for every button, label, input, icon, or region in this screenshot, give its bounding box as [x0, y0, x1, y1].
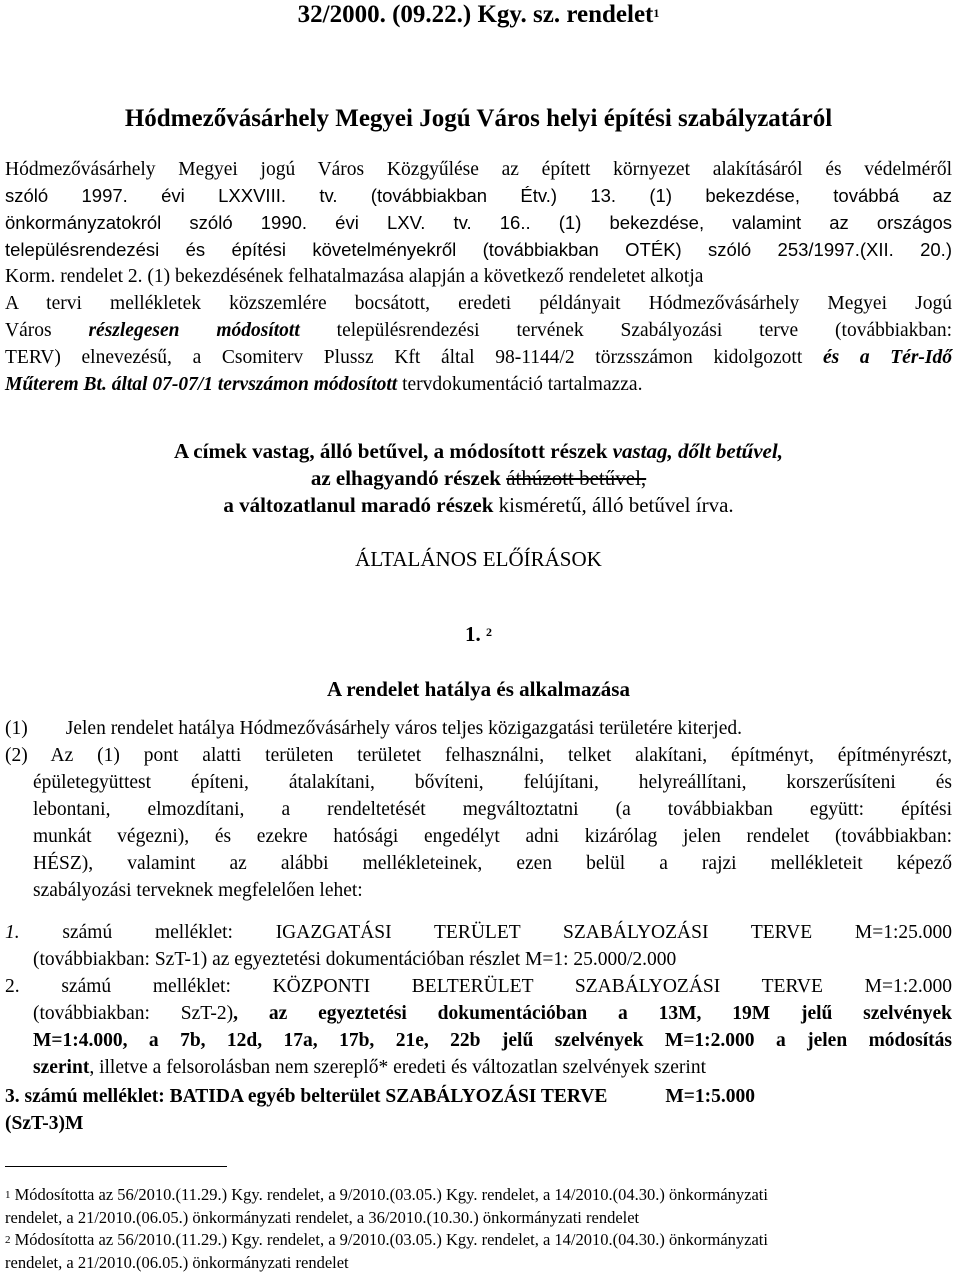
footnote-2: [5, 1229, 952, 1251]
body-line: [5, 716, 952, 742]
body-line: munkát végezni), és ezekre hatósági engedélyt adni kizárólag jelen rendelet (továbbiakban:: [33, 826, 952, 847]
footnote-text: Módosította az 56/2010.(11.29.) Kgy. rendelet, a 9/2010.(03.05.) Kgy. rendelet, a 14/2010.(04.30.) önkormányzati: [10, 1185, 768, 1204]
annex-number: 1.: [5, 922, 20, 943]
footnote-1-cont: rendelet, a 21/2010.(06.05.) önkormányzati rendelet, a 36/2010.(10.30.) önkormányzati rendelet: [5, 1208, 640, 1227]
legend-text: kisméretű, álló betűvel írva.: [493, 493, 734, 517]
clause-text: Jelen rendelet hatálya Hódmezővásárhely város teljes közigazgatási területére kiterjed.: [65, 718, 742, 739]
annex-line: [33, 1001, 952, 1027]
footnote-marker: 2: [5, 1234, 11, 1246]
preamble-line: [5, 345, 952, 371]
legend-line: [5, 465, 952, 491]
paragraph-heading: A rendelet hatálya és alkalmazása: [327, 677, 630, 701]
modified-text: és a Tér-Idő: [822, 347, 952, 368]
modified-text: által 07-07/1 tervszámon módosított: [106, 374, 398, 395]
decree-number: [5, 2, 952, 28]
footnote-ref-1[interactable]: 1: [653, 6, 660, 20]
legend-line: [5, 438, 952, 464]
footnote-rule: [5, 1166, 227, 1167]
annex-line: M=1:4.000, a 7b, 12d, 17a, 17b, 21e, 22b jelű szelvények M=1:2.000 a jelen módosítás: [33, 1030, 952, 1051]
body-line: lebontani, elmozdítani, a rendeltetését megváltoztatni (a továbbiakban együtt: építési: [33, 799, 952, 820]
legend-text: az elhagyandó részek: [310, 466, 507, 490]
annex-text: , illetve a felsorolásban nem szereplő* eredeti és változatlan szelvények szerint: [89, 1057, 707, 1078]
section-title: ÁLTALÁNOS ELŐÍRÁSOK: [355, 547, 602, 571]
legend-text: vastag, dőlt betűvel,: [612, 439, 783, 463]
body-line: HÉSZ), valamint az alábbi mellékleteinek, ezen belül a rajzi mellékleteit képező: [33, 853, 952, 874]
preamble-line: településrendezési és építési követelményekről (továbbiakban OTÉK) szóló 253/1997.(XII. 20.): [5, 239, 952, 260]
legend-line: [5, 492, 952, 518]
annex-text: (továbbiakban: SzT-2): [33, 1003, 234, 1024]
annex-scale: M=1:5.000: [665, 1086, 756, 1107]
paragraph-number: [5, 621, 952, 647]
preamble-line: A tervi mellékletek közszemlére bocsátott, eredeti példányait Hódmezővásárhely Megyei Jogú: [5, 293, 952, 314]
modified-text: , az egyeztetési dokumentációban a 13M, 19M jelű szelvények: [233, 1003, 953, 1024]
legend-text: A címek vastag, álló betűvel, a módosított részek: [174, 439, 613, 463]
preamble-text: TERV) elnevezésű, a Csomiterv Plussz Kft által 98-1144/2 törzsszámon kidolgozott: [5, 347, 823, 368]
annex-text: számú melléklet: IGAZGATÁSI TERÜLET SZABÁLYOZÁSI TERVE M=1:25.000: [19, 922, 952, 943]
modified-text: részlegesen módosított: [88, 320, 300, 341]
legend-text: a változatlanul maradó részek: [223, 493, 494, 517]
preamble-line: [5, 372, 952, 398]
footnote-2-cont: rendelet, a 21/2010.(06.05.) önkormányzati rendelet: [5, 1253, 349, 1272]
modified-text: szerint: [33, 1057, 90, 1078]
annex-line: 2. számú melléklet: KÖZPONTI BELTERÜLET SZABÁLYOZÁSI TERVE M=1:2.000: [5, 976, 952, 997]
preamble-text: településrendezési tervének Szabályozási terve (továbbiakban:: [299, 320, 953, 341]
clause-number: (1): [5, 718, 28, 739]
document-title: Hódmezővásárhely Megyei Jogú Város helyi építési szabályzatáról: [124, 105, 833, 132]
preamble-line: [5, 318, 952, 344]
annex-line: (SzT-3)M: [5, 1113, 84, 1134]
legend-text: áthúzott betűvel,: [506, 466, 647, 490]
annex-line: (továbbiakban: SzT-1) az egyeztetési dokumentációban részlet M=1: 25.000/2.000: [33, 949, 677, 970]
modified-text: Műterem Bt.: [5, 374, 107, 395]
preamble-line: Korm. rendelet 2. (1) bekezdésének felhatalmazása alapján a következő rendeletet alkotja: [5, 266, 704, 287]
annex-line: [5, 1084, 952, 1110]
preamble-text: Város: [5, 320, 89, 341]
body-line: épületegyüttest építeni, átalakítani, bővíteni, felújítani, helyreállítani, korszerűsíteni és: [33, 772, 952, 793]
footnote-marker: 1: [5, 1189, 11, 1201]
paragraph-number-text: 1.: [465, 622, 486, 646]
footnote-1: [5, 1184, 952, 1206]
preamble-text: tervdokumentáció tartalmazza.: [397, 374, 643, 395]
preamble-line: Hódmezővásárhely Megyei jogú Város Közgyűlése az épített környezet alakításáról és védelméről: [5, 159, 952, 180]
body-line: (2) Az (1) pont alatti területen területet felhasználni, telket alakítani, építményt, építményrészt,: [5, 745, 952, 766]
annex-text: 3. számú melléklet: BATIDA egyéb belterület SZABÁLYOZÁSI TERVE: [5, 1086, 608, 1107]
footnote-text: Módosította az 56/2010.(11.29.) Kgy. rendelet, a 9/2010.(03.05.) Kgy. rendelet, a 14/2010.(04.30.) önkormányzati: [10, 1230, 768, 1249]
preamble-line: önkormányzatokról szóló 1990. évi LXV. tv. 16.. (1) bekezdése, valamint az országos: [5, 212, 952, 233]
decree-number-text: 32/2000. (09.22.) Kgy. sz. rendelet: [297, 1, 654, 28]
annex-line: [5, 920, 952, 946]
footnote-ref-2[interactable]: 2: [486, 625, 492, 639]
annex-line: [33, 1055, 952, 1081]
preamble-line: szóló 1997. évi LXXVIII. tv. (továbbiakban Étv.) 13. (1) bekezdése, továbbá az: [5, 185, 952, 206]
body-line: szabályozási terveknek megfelelően lehet:: [33, 880, 363, 901]
